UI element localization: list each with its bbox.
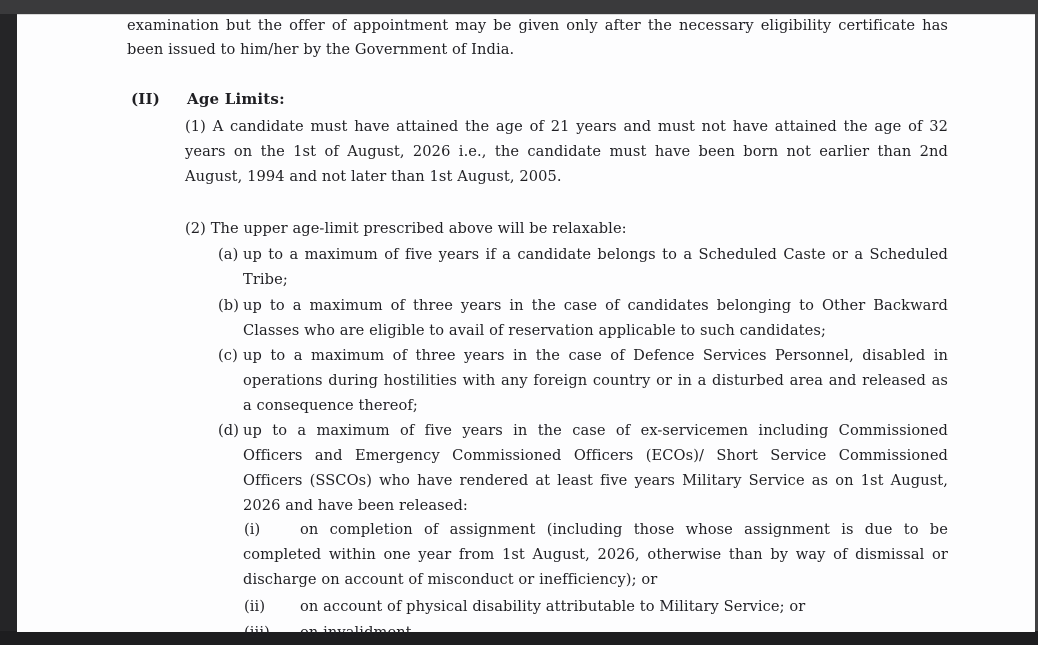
para2-intro-line: (2) The upper age-limit prescribed above will be relaxable: [185,220,627,237]
intro-paragraph-line: been issued to him/her by the Government of India. [127,41,515,58]
viewer-top-bar [0,0,1038,14]
item-line: up to a maximum of five years in the case of ex-servicemen including Commissioned [243,422,948,439]
subitem-line: completed within one year from 1st August, 2026, otherwise than by way of dismissal or [243,546,948,563]
subitem-marker: (i) [244,521,261,538]
para1-line: (1) A candidate must have attained the age of 21 years and must not have attained the age of 32 [185,118,948,135]
item-line: a consequence thereof; [243,397,418,414]
item-marker: (b) [218,297,240,314]
subitem-line: on invalidment [300,624,412,641]
subitem-marker: (ii) [244,598,266,615]
item-line: Officers and Emergency Commissioned Officers (ECOs)/ Short Service Commissioned [243,447,948,464]
para1-line: August, 1994 and not later than 1st August, 2005. [185,168,562,185]
item-line: Classes who are eligible to avail of reservation applicable to such candidates; [243,322,826,339]
item-marker: (a) [218,246,239,263]
item-line: up to a maximum of five years if a candidate belongs to a Scheduled Caste or a Scheduled [243,246,948,263]
item-line: Officers (SSCOs) who have rendered at least five years Military Service as on 1st August, [243,472,948,489]
item-line: 2026 and have been released: [243,497,468,514]
item-line: up to a maximum of three years in the case of candidates belonging to Other Backward [243,297,948,314]
item-line: up to a maximum of three years in the case of Defence Services Personnel, disabled in [243,347,948,364]
item-marker: (d) [218,422,240,439]
item-marker: (c) [218,347,238,364]
section-number: (II) [131,90,161,108]
section-title: Age Limits: [187,90,285,108]
subitem-line: on completion of assignment (including those whose assignment is due to be [300,521,948,538]
para1-line: years on the 1st of August, 2026 i.e., the candidate must have been born not earlier than 2nd [185,143,948,160]
subitem-line: on account of physical disability attributable to Military Service; or [300,598,806,615]
subitem-marker: (iii) [244,624,270,641]
item-line: Tribe; [243,271,288,288]
viewer-left-edge [0,14,17,631]
subitem-line: discharge on account of misconduct or inefficiency); or [243,571,658,588]
intro-paragraph-line: examination but the offer of appointment may be given only after the necessary eligibility certificate has [127,17,948,34]
item-line: operations during hostilities with any foreign country or in a disturbed area and released as [243,372,948,389]
